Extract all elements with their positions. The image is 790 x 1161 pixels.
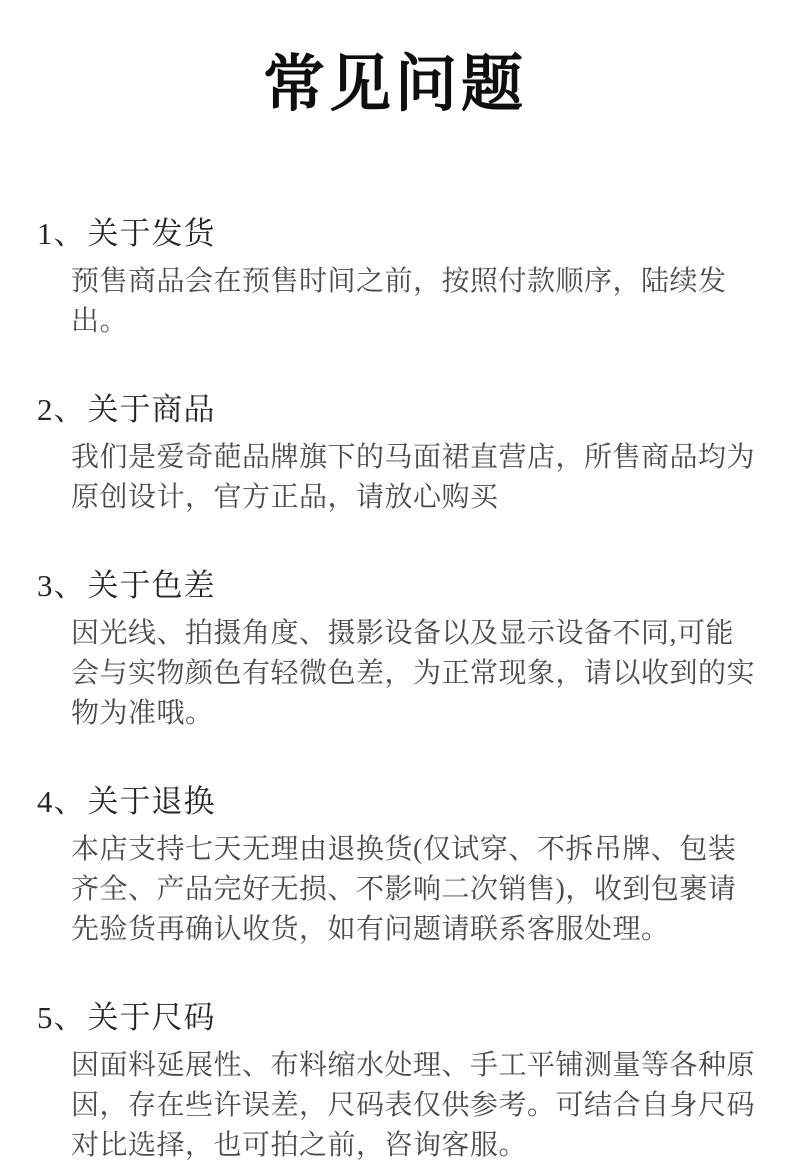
section-number: 2、: [37, 392, 86, 427]
section-title: 关于发货: [87, 216, 216, 251]
section-body: 预售商品会在预售时间之前，按照付款顺序，陆续发出。: [71, 266, 727, 337]
section-number: 5、: [37, 1000, 86, 1035]
section-title: 关于尺码: [87, 1000, 216, 1035]
page-title: 常见问题: [262, 51, 527, 119]
faq-section-shipping: [37, 214, 756, 342]
section-body: 因面料延展性、布料缩水处理、手工平铺测量等各种原因，存在些许误差，尺码表仅供参考。可结合自身尺码对比选择，也可拍之前，咨询客服。: [71, 1050, 756, 1161]
section-heading: [37, 390, 756, 430]
section-title: 关于色差: [87, 568, 216, 603]
section-title: 关于退换: [87, 784, 216, 819]
section-heading: [37, 214, 756, 254]
faq-section-returns: [37, 782, 756, 950]
faq-section-product: [37, 390, 756, 518]
faq-section-color-difference: [37, 566, 756, 734]
section-number: 3、: [37, 568, 86, 603]
section-heading: [37, 782, 756, 822]
faq-section-sizing: [37, 998, 756, 1161]
section-number: 4、: [37, 784, 86, 819]
section-body: 本店支持七天无理由退换货(仅试穿、不拆吊牌、包装齐全、产品完好无损、不影响二次销售)，收到包裹请先验货再确认收货，如有问题请联系客服处理。: [71, 834, 737, 945]
section-body: 因光线、拍摄角度、摄影设备以及显示设备不同,可能会与实物颜色有轻微色差，为正常现象，请以收到的实物为准哦。: [71, 618, 756, 729]
section-heading: [37, 998, 756, 1038]
section-body: 我们是爱奇葩品牌旗下的马面裙直营店，所售商品均为原创设计，官方正品，请放心购买: [71, 442, 756, 513]
section-heading: [37, 566, 756, 606]
section-title: 关于商品: [87, 392, 216, 427]
faq-section-list: [0, 214, 790, 1161]
section-number: 1、: [37, 216, 86, 251]
